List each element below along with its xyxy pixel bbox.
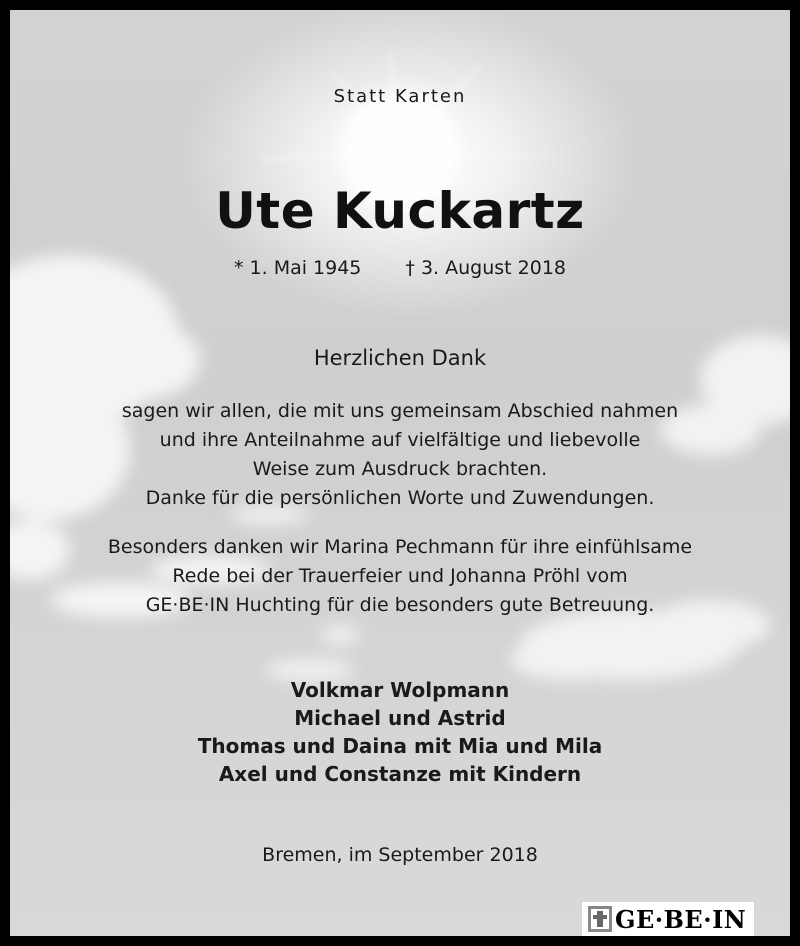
signature-line: Michael und Astrid	[294, 706, 506, 730]
death-date: † 3. August 2018	[405, 257, 566, 279]
special-thanks-paragraph	[10, 533, 790, 620]
thanks-title: Herzlichen Dank	[313, 346, 487, 370]
thanks-paragraph	[10, 397, 790, 513]
paragraph-line: sagen wir allen, die mit uns gemeinsam Abschied nahmen	[121, 400, 679, 422]
place-date: Bremen, im September 2018	[262, 844, 538, 866]
signatures	[10, 676, 790, 788]
paragraph-line: GE·BE·IN Huchting für die besonders gute Betreuung.	[145, 594, 655, 616]
deceased-name: Ute Kuckartz	[215, 182, 585, 240]
signature-line: Volkmar Wolpmann	[290, 678, 510, 702]
logo-text: GE·BE·IN	[615, 904, 747, 934]
funeral-home-logo	[582, 902, 754, 936]
signature-line: Thomas und Daina mit Mia und Mila	[197, 734, 603, 758]
paragraph-line: Danke für die persönlichen Worte und Zuwendungen.	[145, 487, 655, 509]
life-dates	[10, 257, 790, 279]
paragraph-line: und ihre Anteilnahme auf vielfältige und liebevolle	[159, 429, 641, 451]
birth-date: * 1. Mai 1945	[233, 257, 362, 279]
paragraph-line: Rede bei der Trauerfeier und Johanna Pröhl vom	[172, 565, 628, 587]
signature-line: Axel und Constanze mit Kindern	[218, 762, 582, 786]
funeral-home-logo-icon	[588, 906, 612, 932]
paragraph-line: Weise zum Ausdruck brachten.	[252, 458, 548, 480]
headline: Statt Karten	[333, 86, 467, 107]
paragraph-line: Besonders danken wir Marina Pechmann für ihre einfühlsame	[107, 536, 693, 558]
